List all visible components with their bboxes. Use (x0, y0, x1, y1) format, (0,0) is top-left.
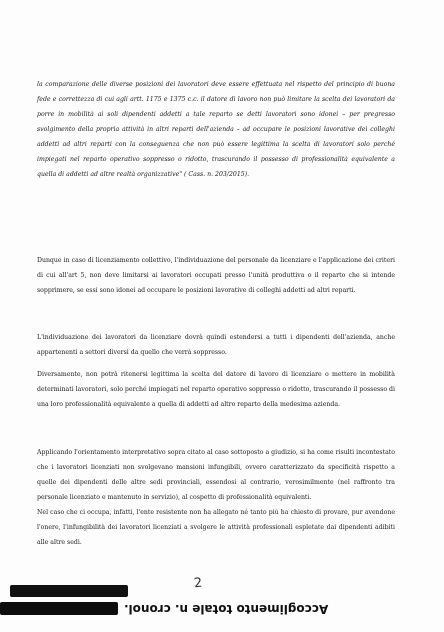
page-number: 2 (193, 575, 204, 592)
quoted-paragraph: la comparazione delle diverse posizioni dei lavoratori deve essere effettuata nel rispetto del principio di buona fede e correttezza di cui agli artt. 1175 e 1375 c.c. il datore di lavoro non può limitare la scelta dei lavoratori da porre in mobilità ai soli dipendenti addetti a tale reparto se detti lavoratori sono idonei – per pregresso svolgimento della propria attività in altri reparti dell'azienda – ad occupare le posizioni lavorative dei colleghi addetti ad altri reparti con la conseguenza che non può essere legittima la scelta di lavoratori solo perché impiegati nel reparto operativo soppresso o ridotto, trascurando il possesso di professionalità equivalente a quella di addetti ad altre realtà organizzative" ( Cass. n. 203/2015). (37, 81, 395, 178)
paragraph-scope: L'individuazione dei lavoratori da licenziare dovrà quindi estendersi a tutti i dipendenti dell'azienda, anche appartenenti a settori diversi da quello che verrà soppresso. (37, 334, 395, 357)
redaction-bar-bottom (0, 602, 118, 615)
paragraph-burden-of-proof: Nel caso che ci occupa, infatti, l'ente resistente non ha allegato né tanto più ha chiesto di provare, pur avendone l'onere, l'infungibilità dei lavoratori licenziati a svolgere le attività professionali espletate dai dipendenti adibiti alle altre sedi. (37, 509, 395, 546)
paragraph-application: Applicando l'orientamento interpretativo sopra citato al caso sottoposto a giudizio, si ha come risulti incontestato che i lavoratori licenziati non svolgevano mansioni infungibili, ovvero caratterizzato da specificità rispetto a quelle dei dipendenti delle altre sedi provinciali, essendosi al contrario, verosimilmente (nel raffronto tra personale licenziato e mantenuto in servizio), al cospetto di professionalità equivalenti. (37, 449, 395, 501)
redaction-bar-top (10, 585, 128, 597)
paragraph-legitimacy: Diversamente, non potrà ritenersi legittima la scelta del datore di lavoro di licenziare o mettere in mobilità determinati lavoratori, solo perché impiegati nel reparto operativo soppresso o ridotto, trascurando il possesso di una loro professionalità equivalente a quella di addetti ad altro reparto della medesima azienda. (37, 371, 395, 408)
paragraph-dismissal-criteria: Dunque in caso di licenziamento collettivo, l'individuazione del personale da licenziare e l'applicazione dei criteri di cui all'art 5, non deve limitarsi ai lavoratori occupati presso l'unità produttiva o il reparto che si intende sopprimere, se essi sono idonei ad occupare le posizioni lavorative di colleghi addetti ad altri reparti. (37, 257, 395, 294)
court-stamp: Accoglimento totale n. cronol. (124, 602, 329, 616)
